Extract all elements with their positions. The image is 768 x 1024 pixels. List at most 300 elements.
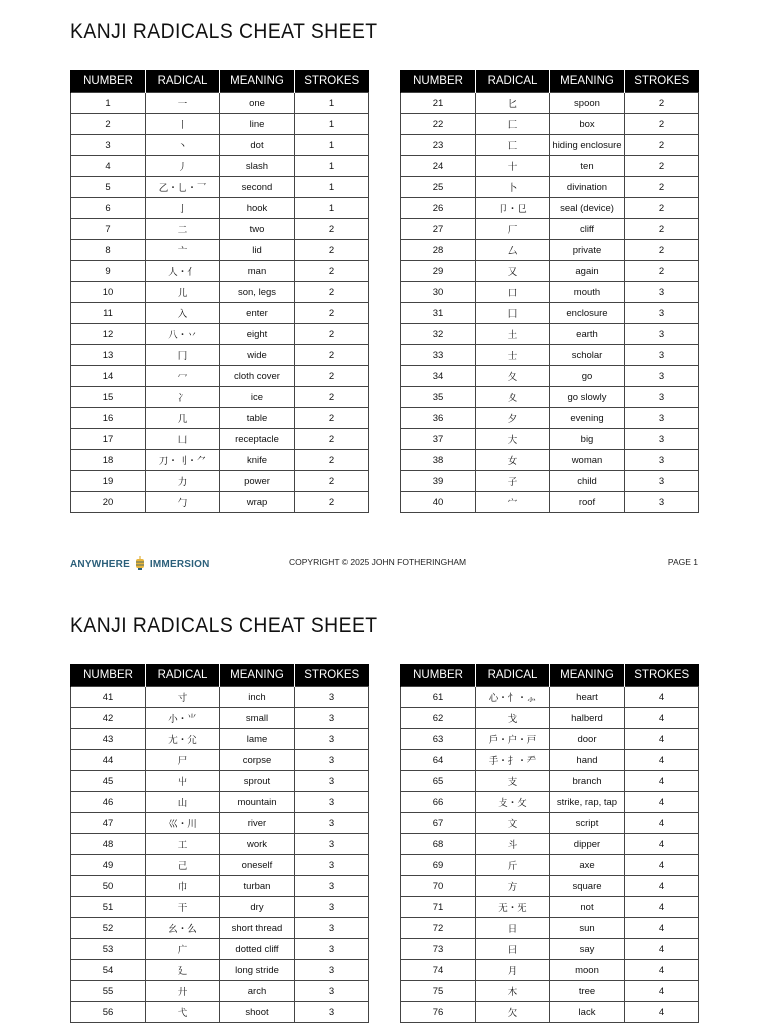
radical-glyph: 心・忄・⺗ [476, 687, 550, 708]
radical-meaning: big [550, 429, 625, 450]
radical-number: 34 [401, 366, 476, 387]
radical-strokes: 4 [625, 708, 699, 729]
radical-meaning: sun [550, 918, 625, 939]
radical-glyph: 夕 [476, 408, 550, 429]
radical-glyph: 屮 [146, 771, 220, 792]
radical-glyph: 文 [476, 813, 550, 834]
radical-strokes: 2 [625, 240, 699, 261]
radical-strokes: 4 [625, 834, 699, 855]
header-meaning: MEANING [550, 70, 625, 93]
radical-number: 4 [71, 156, 146, 177]
radical-number: 1 [71, 93, 146, 114]
radical-strokes: 3 [625, 366, 699, 387]
radical-meaning: seal (device) [550, 198, 625, 219]
radical-meaning: evening [550, 408, 625, 429]
table-header-row [71, 664, 369, 687]
radical-glyph: 小・⺌ [146, 708, 220, 729]
radical-number: 14 [71, 366, 146, 387]
radical-meaning: ten [550, 156, 625, 177]
radical-number: 75 [401, 981, 476, 1002]
radical-strokes: 2 [295, 240, 369, 261]
radical-strokes: 3 [295, 939, 369, 960]
radical-meaning: go slowly [550, 387, 625, 408]
radical-meaning: tree [550, 981, 625, 1002]
radical-number: 25 [401, 177, 476, 198]
header-radical: RADICAL [476, 70, 550, 93]
radical-number: 37 [401, 429, 476, 450]
table-row [401, 282, 699, 303]
radical-number: 6 [71, 198, 146, 219]
table-row [401, 198, 699, 219]
radical-strokes: 4 [625, 960, 699, 981]
radical-meaning: woman [550, 450, 625, 471]
radical-glyph: 大 [476, 429, 550, 450]
radical-number: 52 [71, 918, 146, 939]
radical-meaning: branch [550, 771, 625, 792]
table-row [71, 981, 369, 1002]
radical-glyph: 日 [476, 918, 550, 939]
radical-number: 19 [71, 471, 146, 492]
radical-glyph: 支 [476, 771, 550, 792]
radical-meaning: hook [220, 198, 295, 219]
radical-number: 5 [71, 177, 146, 198]
table-header-row [401, 70, 699, 93]
radical-strokes: 3 [625, 387, 699, 408]
radical-number: 18 [71, 450, 146, 471]
radical-meaning: dotted cliff [220, 939, 295, 960]
table-row [401, 981, 699, 1002]
radical-meaning: small [220, 708, 295, 729]
radicals-table-right [400, 664, 699, 1023]
radical-strokes: 3 [295, 729, 369, 750]
radical-number: 47 [71, 813, 146, 834]
radical-strokes: 3 [295, 876, 369, 897]
radical-glyph: 八・丷 [146, 324, 220, 345]
radical-strokes: 3 [295, 981, 369, 1002]
radical-number: 41 [71, 687, 146, 708]
radical-glyph: 曰 [476, 939, 550, 960]
radical-strokes: 2 [625, 135, 699, 156]
radical-glyph: 丶 [146, 135, 220, 156]
radical-glyph: 力 [146, 471, 220, 492]
radical-meaning: strike, rap, tap [550, 792, 625, 813]
radical-number: 33 [401, 345, 476, 366]
radical-glyph: 女 [476, 450, 550, 471]
radical-glyph: 几 [146, 408, 220, 429]
radical-glyph: 匚 [476, 114, 550, 135]
table-row [401, 114, 699, 135]
table-row [71, 303, 369, 324]
table-row [401, 897, 699, 918]
radical-meaning: inch [220, 687, 295, 708]
table-row [71, 240, 369, 261]
radical-glyph: 广 [146, 939, 220, 960]
radical-meaning: earth [550, 324, 625, 345]
radical-glyph: 厂 [476, 219, 550, 240]
radical-glyph: 亠 [146, 240, 220, 261]
radical-strokes: 4 [625, 918, 699, 939]
radical-glyph: 匸 [476, 135, 550, 156]
radical-strokes: 2 [625, 198, 699, 219]
radical-glyph: 夊 [476, 387, 550, 408]
header-strokes: STROKES [295, 70, 369, 93]
radical-glyph: 儿 [146, 282, 220, 303]
radical-number: 72 [401, 918, 476, 939]
radical-strokes: 3 [295, 792, 369, 813]
radical-glyph: 斤 [476, 855, 550, 876]
radical-strokes: 3 [295, 897, 369, 918]
radical-meaning: lid [220, 240, 295, 261]
header-number: NUMBER [71, 70, 146, 93]
table-row [71, 1002, 369, 1023]
radical-number: 43 [71, 729, 146, 750]
radical-glyph: 手・扌・龵 [476, 750, 550, 771]
table-row [401, 939, 699, 960]
table-row [71, 855, 369, 876]
radical-meaning: heart [550, 687, 625, 708]
radical-glyph: 冫 [146, 387, 220, 408]
table-row [401, 855, 699, 876]
radical-meaning: mountain [220, 792, 295, 813]
radical-meaning: arch [220, 981, 295, 1002]
radical-strokes: 3 [295, 918, 369, 939]
table-row [401, 750, 699, 771]
radical-number: 45 [71, 771, 146, 792]
radical-meaning: two [220, 219, 295, 240]
radical-meaning: enter [220, 303, 295, 324]
radical-meaning: power [220, 471, 295, 492]
radical-number: 65 [401, 771, 476, 792]
radical-strokes: 2 [295, 219, 369, 240]
header-number: NUMBER [401, 70, 476, 93]
radical-number: 2 [71, 114, 146, 135]
radical-number: 29 [401, 261, 476, 282]
radical-meaning: table [220, 408, 295, 429]
radical-strokes: 2 [625, 261, 699, 282]
radical-glyph: 无・旡 [476, 897, 550, 918]
radical-number: 64 [401, 750, 476, 771]
radical-glyph: 丨 [146, 114, 220, 135]
table-row [401, 345, 699, 366]
radical-glyph: 口 [476, 282, 550, 303]
radical-glyph: 尸 [146, 750, 220, 771]
radical-number: 44 [71, 750, 146, 771]
radical-number: 20 [71, 492, 146, 513]
radical-strokes: 2 [295, 429, 369, 450]
radical-strokes: 4 [625, 855, 699, 876]
radical-meaning: sprout [220, 771, 295, 792]
radical-number: 31 [401, 303, 476, 324]
radical-meaning: private [550, 240, 625, 261]
radical-glyph: 勹 [146, 492, 220, 513]
table-row [71, 687, 369, 708]
table-row [401, 93, 699, 114]
radical-glyph: 卩・㔾 [476, 198, 550, 219]
radical-strokes: 2 [625, 219, 699, 240]
radical-number: 30 [401, 282, 476, 303]
table-row [401, 408, 699, 429]
table-row [71, 960, 369, 981]
radical-meaning: child [550, 471, 625, 492]
radical-strokes: 1 [295, 93, 369, 114]
radical-glyph: 廴 [146, 960, 220, 981]
radical-number: 15 [71, 387, 146, 408]
radical-number: 23 [401, 135, 476, 156]
table-row [71, 282, 369, 303]
radical-glyph: 亅 [146, 198, 220, 219]
table-row [71, 729, 369, 750]
radical-meaning: roof [550, 492, 625, 513]
radical-number: 40 [401, 492, 476, 513]
radical-meaning: one [220, 93, 295, 114]
radical-strokes: 4 [625, 876, 699, 897]
radical-glyph: 巾 [146, 876, 220, 897]
radical-meaning: scholar [550, 345, 625, 366]
table-row [401, 960, 699, 981]
header-radical: RADICAL [146, 664, 220, 687]
radical-glyph: 寸 [146, 687, 220, 708]
radical-meaning: divination [550, 177, 625, 198]
radical-strokes: 4 [625, 897, 699, 918]
radical-glyph: 凵 [146, 429, 220, 450]
radical-number: 73 [401, 939, 476, 960]
radical-meaning: dipper [550, 834, 625, 855]
radical-glyph: 囗 [476, 303, 550, 324]
header-strokes: STROKES [295, 664, 369, 687]
table-row [401, 834, 699, 855]
radical-number: 27 [401, 219, 476, 240]
radical-strokes: 1 [295, 198, 369, 219]
radical-meaning: cliff [550, 219, 625, 240]
radical-strokes: 2 [295, 324, 369, 345]
radical-meaning: oneself [220, 855, 295, 876]
radical-glyph: 十 [476, 156, 550, 177]
radical-number: 28 [401, 240, 476, 261]
radical-meaning: lame [220, 729, 295, 750]
radical-glyph: 尢・尣 [146, 729, 220, 750]
radical-glyph: 廾 [146, 981, 220, 1002]
radical-strokes: 3 [295, 687, 369, 708]
radical-glyph: 冂 [146, 345, 220, 366]
radical-glyph: 戈 [476, 708, 550, 729]
radical-glyph: 干 [146, 897, 220, 918]
radical-number: 7 [71, 219, 146, 240]
radical-glyph: 冖 [146, 366, 220, 387]
radical-number: 13 [71, 345, 146, 366]
table-row [71, 345, 369, 366]
radical-number: 53 [71, 939, 146, 960]
radical-glyph: 士 [476, 345, 550, 366]
radical-strokes: 3 [295, 834, 369, 855]
radical-meaning: script [550, 813, 625, 834]
table-row [71, 750, 369, 771]
radical-glyph: 己 [146, 855, 220, 876]
radical-strokes: 2 [625, 156, 699, 177]
radical-meaning: short thread [220, 918, 295, 939]
header-strokes: STROKES [625, 70, 699, 93]
radical-glyph: 匕 [476, 93, 550, 114]
radical-glyph: 攴・攵 [476, 792, 550, 813]
table-row [71, 876, 369, 897]
table-row [401, 324, 699, 345]
radical-strokes: 3 [625, 471, 699, 492]
radical-number: 36 [401, 408, 476, 429]
table-row [71, 114, 369, 135]
copyright-text: COPYRIGHT © 2025 JOHN FOTHERINGHAM [289, 557, 467, 567]
table-row [71, 177, 369, 198]
radical-strokes: 3 [295, 960, 369, 981]
radical-meaning: hiding enclosure [550, 135, 625, 156]
header-meaning: MEANING [220, 70, 295, 93]
radical-glyph: 乙・乚・乛 [146, 177, 220, 198]
radicals-table-left [70, 70, 369, 513]
radical-meaning: again [550, 261, 625, 282]
radical-meaning: long stride [220, 960, 295, 981]
radical-strokes: 2 [295, 408, 369, 429]
radical-number: 24 [401, 156, 476, 177]
header-number: NUMBER [71, 664, 146, 687]
table-row [401, 471, 699, 492]
table-row [71, 93, 369, 114]
radicals-table-right [400, 70, 699, 513]
table-row [401, 771, 699, 792]
radical-strokes: 3 [295, 1002, 369, 1023]
table-row [71, 156, 369, 177]
radical-meaning: dot [220, 135, 295, 156]
radical-meaning: moon [550, 960, 625, 981]
table-row [401, 708, 699, 729]
radical-meaning: work [220, 834, 295, 855]
radical-number: 22 [401, 114, 476, 135]
radical-meaning: halberd [550, 708, 625, 729]
radical-strokes: 2 [295, 450, 369, 471]
table-row [71, 408, 369, 429]
logo-text-right: IMMERSION [149, 559, 210, 570]
radical-strokes: 4 [625, 729, 699, 750]
radical-number: 54 [71, 960, 146, 981]
table-row [401, 219, 699, 240]
radical-number: 66 [401, 792, 476, 813]
radical-meaning: ice [220, 387, 295, 408]
radical-strokes: 2 [295, 492, 369, 513]
radical-number: 76 [401, 1002, 476, 1023]
table-row [401, 135, 699, 156]
radical-meaning: wide [220, 345, 295, 366]
table-row [401, 240, 699, 261]
table-row [71, 387, 369, 408]
table-row [401, 177, 699, 198]
radical-meaning: receptacle [220, 429, 295, 450]
radical-strokes: 3 [295, 813, 369, 834]
radical-meaning: corpse [220, 750, 295, 771]
header-meaning: MEANING [550, 664, 625, 687]
header-meaning: MEANING [220, 664, 295, 687]
radical-glyph: 欠 [476, 1002, 550, 1023]
header-radical: RADICAL [146, 70, 220, 93]
radical-number: 71 [401, 897, 476, 918]
radical-meaning: eight [220, 324, 295, 345]
radical-strokes: 3 [625, 450, 699, 471]
radical-glyph: 戶・户・戸 [476, 729, 550, 750]
table-row [401, 687, 699, 708]
radical-number: 12 [71, 324, 146, 345]
radical-strokes: 3 [295, 771, 369, 792]
table-row [401, 918, 699, 939]
page-footer [70, 548, 698, 572]
radical-strokes: 1 [295, 114, 369, 135]
radical-strokes: 2 [625, 114, 699, 135]
radical-glyph: 巛・川 [146, 813, 220, 834]
radical-strokes: 2 [625, 177, 699, 198]
table-row [71, 135, 369, 156]
table-row [71, 450, 369, 471]
radical-strokes: 4 [625, 981, 699, 1002]
radical-meaning: shoot [220, 1002, 295, 1023]
radical-meaning: square [550, 876, 625, 897]
radical-meaning: slash [220, 156, 295, 177]
radical-number: 51 [71, 897, 146, 918]
radical-strokes: 2 [295, 387, 369, 408]
radical-strokes: 4 [625, 771, 699, 792]
table-row [71, 708, 369, 729]
table-row [71, 813, 369, 834]
radical-meaning: dry [220, 897, 295, 918]
radical-number: 35 [401, 387, 476, 408]
radical-strokes: 4 [625, 687, 699, 708]
radical-meaning: enclosure [550, 303, 625, 324]
radical-meaning: turban [220, 876, 295, 897]
radical-meaning: cloth cover [220, 366, 295, 387]
radical-number: 39 [401, 471, 476, 492]
radical-strokes: 1 [295, 156, 369, 177]
table-row [71, 471, 369, 492]
radical-meaning: go [550, 366, 625, 387]
radical-glyph: 弋 [146, 1002, 220, 1023]
radical-strokes: 4 [625, 1002, 699, 1023]
radical-glyph: 土 [476, 324, 550, 345]
radical-number: 68 [401, 834, 476, 855]
radical-number: 46 [71, 792, 146, 813]
page-title: KANJI RADICALS CHEAT SHEET [70, 20, 378, 43]
table-row [401, 792, 699, 813]
radical-glyph: 卜 [476, 177, 550, 198]
logo-text-left: ANYWHERE [70, 559, 130, 570]
radical-glyph: 刀・刂・⺈ [146, 450, 220, 471]
radical-meaning: line [220, 114, 295, 135]
radical-number: 3 [71, 135, 146, 156]
radical-meaning: hand [550, 750, 625, 771]
radical-strokes: 2 [625, 93, 699, 114]
radical-number: 10 [71, 282, 146, 303]
radical-meaning: lack [550, 1002, 625, 1023]
radical-number: 49 [71, 855, 146, 876]
radical-meaning: wrap [220, 492, 295, 513]
table-row [71, 897, 369, 918]
header-number: NUMBER [401, 664, 476, 687]
page-number: PAGE 1 [667, 557, 698, 567]
radical-number: 61 [401, 687, 476, 708]
radical-number: 50 [71, 876, 146, 897]
table-row [401, 876, 699, 897]
table-row [71, 429, 369, 450]
table-row [71, 198, 369, 219]
radical-strokes: 1 [295, 135, 369, 156]
radical-meaning: man [220, 261, 295, 282]
radical-number: 8 [71, 240, 146, 261]
header-radical: RADICAL [476, 664, 550, 687]
anywhere-immersion-logo [70, 556, 210, 570]
radical-strokes: 1 [295, 177, 369, 198]
